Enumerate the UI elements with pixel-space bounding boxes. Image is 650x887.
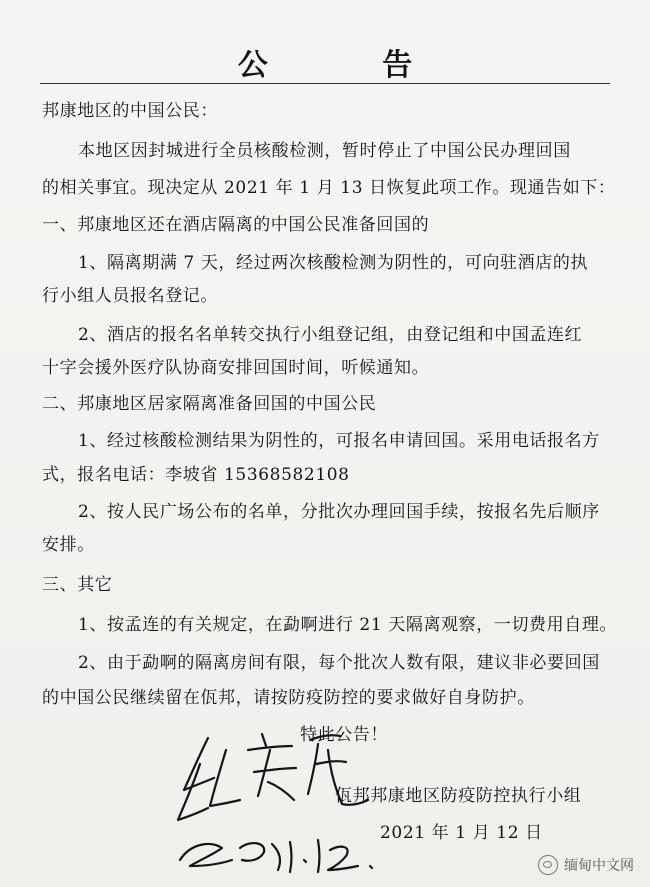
notice-title: 公 告	[237, 48, 465, 83]
section-2-item-2-line-1: 2、按人民广场公布的名单，分批次办理回国手续，按报名先后顺序	[78, 502, 600, 522]
section-1-item-2-line-1: 2、酒店的报名名单转交执行小组登记组，由登记组和中国孟连红	[78, 325, 583, 345]
section-2-item-2-line-2: 安排。	[42, 535, 95, 555]
section-3-item-2-line-1: 2、由于勐啊的隔离房间有限，每个批次人数有限，建议非必要回国	[78, 653, 600, 673]
section-2-item-1-line-1: 1、经过核酸检测结果为阴性的，可报名申请回国。采用电话报名方	[78, 431, 600, 451]
intro-line-1: 本地区因封城进行全员核酸检测，暂时停止了中国公民办理回国	[78, 141, 571, 161]
section-1-item-1-line-1: 1、隔离期满 7 天，经过两次核酸检测为阴性的，可向驻酒店的执	[78, 253, 589, 273]
intro-line-2: 的相关事宜。现决定从 2021 年 1 月 13 日恢复此项工作。现通告如下：	[42, 178, 616, 198]
issue-date: 2021 年 1 月 12 日	[380, 823, 543, 843]
issuer-name: 佤邦邦康地区防疫防控执行小组	[335, 786, 582, 806]
section-1-heading: 一、邦康地区还在酒店隔离的中国公民准备回国的	[42, 215, 430, 235]
section-1-item-1-line-2: 行小组人员报名登记。	[42, 286, 218, 306]
section-1-item-2-line-2: 十字会援外医疗队协商安排回国时间，听候通知。	[42, 358, 430, 378]
section-2-item-1-line-2: 式，报名电话：李坡省 15368582108	[42, 465, 350, 485]
section-3-item-1: 1、按孟连的有关规定，在勐啊进行 21 天隔离观察，一切费用自理。	[78, 615, 618, 635]
closing-remark: 特此公告！	[300, 725, 388, 745]
watermark-text: 缅甸中文网	[564, 858, 634, 874]
salutation: 邦康地区的中国公民：	[42, 101, 218, 121]
section-2-heading: 二、邦康地区居家隔离准备回国的中国公民	[42, 394, 377, 414]
wechat-icon	[538, 855, 558, 875]
section-3-item-2-line-2: 的中国公民继续留在佤邦，请按防疫防控的要求做好自身防护。	[42, 688, 535, 708]
title-divider	[40, 83, 610, 84]
section-3-heading: 三、其它	[42, 575, 113, 595]
watermark	[538, 855, 634, 875]
